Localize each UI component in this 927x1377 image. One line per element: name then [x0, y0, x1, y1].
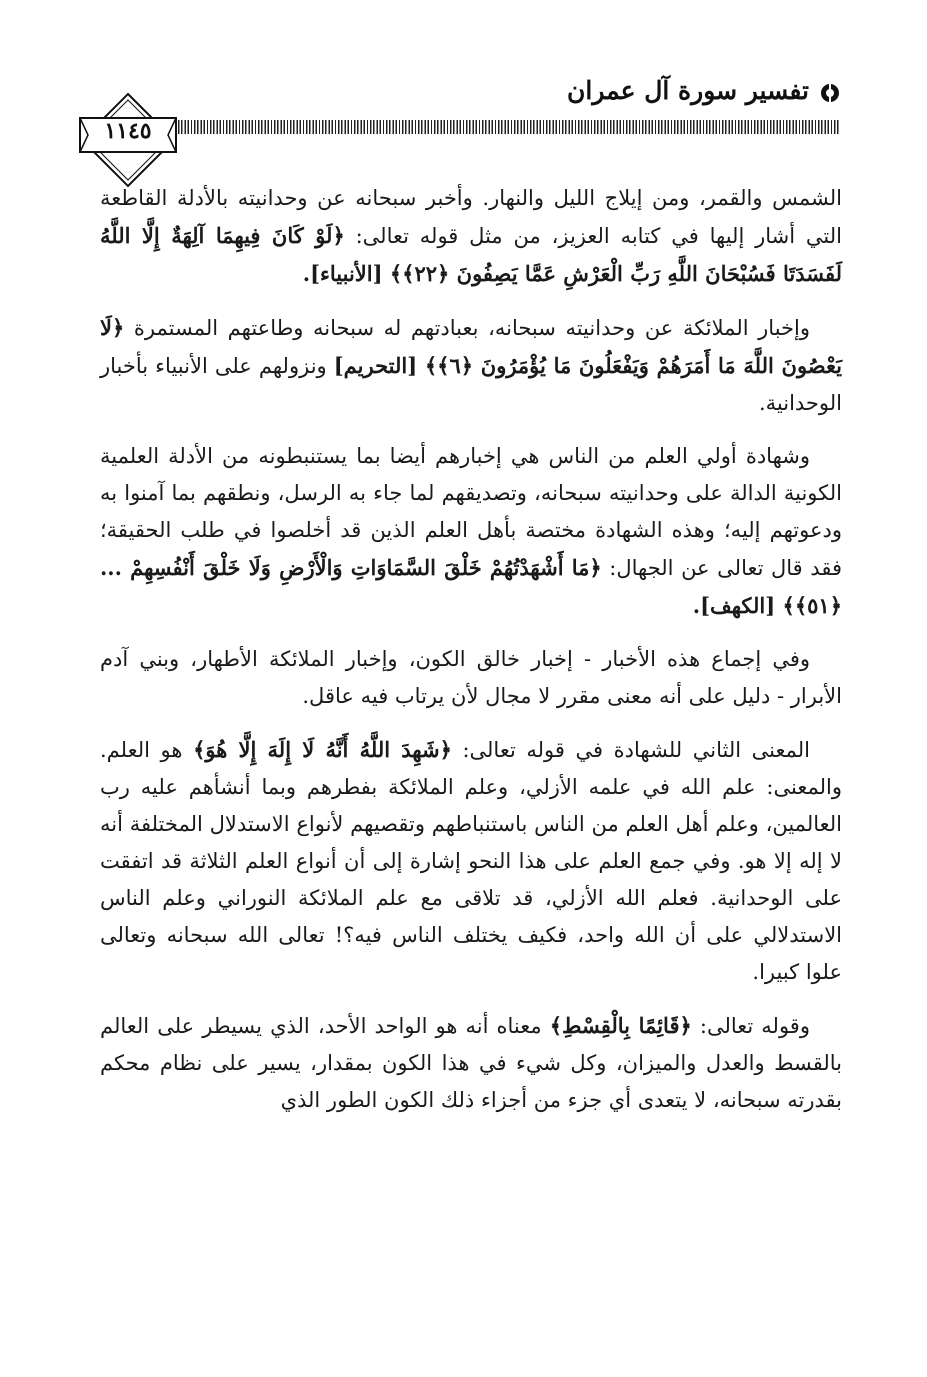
- text-run: معناه أنه هو الواحد الأحد، الذي يسيطر على العالم بالقسط والعدل والميزان، وكل شيء في هذا الكون بمقدار، يسير على نظام محكم بقدرته سبحانه، لا يتعدى أي جزء من أجزاء ذلك الكون الطور الذي: [100, 1014, 842, 1112]
- text-run: الشمس والقمر، ومن إيلاج الليل والنهار. وأخبر سبحانه عن وحدانيته بالأدلة القاطعة التي أشار إليها في كتابه العزيز، من مثل قوله تعالى:: [100, 186, 842, 248]
- quran-verse: ﴿قَائِمًا بِالْقِسْطِ﴾: [549, 1013, 692, 1038]
- quran-verse: ﴿لَوْ كَانَ فِيهِمَا آلِهَةٌ إِلَّا اللَّهُ لَفَسَدَتَا فَسُبْحَانَ اللَّهِ رَبِّ الْعَرْشِ عَمَّا يَصِفُونَ ﴿٢٢﴾﴾: [100, 223, 842, 286]
- paragraph: [100, 731, 842, 991]
- paragraph: [100, 309, 842, 422]
- body-text: [100, 180, 842, 1135]
- paragraph: [100, 1007, 842, 1119]
- paragraph: [100, 438, 842, 625]
- quran-verse: ﴿لَا يَعْصُونَ اللَّهَ مَا أَمَرَهُمْ وَيَفْعَلُونَ مَا يُؤْمَرُونَ ﴿٦﴾﴾: [100, 315, 842, 378]
- text-run: وإخبار الملائكة عن وحدانيته سبحانه، بعبادتهم له سبحانه وطاعتهم المستمرة: [124, 316, 810, 340]
- text-run: ونزولهم على الأنبياء بأخبار الوحدانية.: [100, 354, 842, 415]
- quran-verse: ﴿شَهِدَ اللَّهُ أَنَّهُ لَا إِلَهَ إِلَّا هُوَ﴾: [193, 737, 452, 762]
- page-number: ١١٤٥: [104, 118, 152, 144]
- text-run: وقوله تعالى:: [691, 1014, 810, 1038]
- running-title: تفسير سورة آل عمران: [567, 76, 809, 105]
- surah-reference: [الكهف].: [692, 593, 783, 618]
- text-run: هو العلم. والمعنى: علم الله في علمه الأزلي، وعلم الملائكة بفطرهم وبما أنشأهم عليه رب العالمين، وعلم أهل العلم من الناس باستنباطهم وتقصيهم لأنواع الاستدلال المختلفة أنه لا إله إلا هو. وفي جمع العلم على هذا النحو إشارة إلى أن أنواع العلم الثلاثة قد اتفقت على الوحدانية. فعلم الله الأزلي، قد تلاقى مع علم الملائكة النوراني وعلم الناس الاستدلالي على أن الله واحد، فكيف يختلف الناس فيه؟! تعالى الله سبحانه وتعالى علوا كبيرا.: [100, 738, 842, 984]
- header-rule: [162, 120, 840, 134]
- paragraph: [100, 180, 842, 293]
- text-run: وشهادة أولي العلم من الناس هي إخبارهم أيضا بما يستنبطونه من الأدلة العلمية الكونية الدالة على وحدانيته سبحانه، وتصديقهم لما جاء به الرسل، ونطقهم بما آمنوا به ودعوتهم إليه؛ وهذه الشهادة مختصة بأهل العلم الذين قد أخلصوا في طلب الحقيقة؛ فقد قال تعالى عن الجهال:: [100, 444, 842, 580]
- page-header: [0, 70, 927, 180]
- text-run: المعنى الثاني للشهادة في قوله تعالى:: [451, 738, 810, 762]
- surah-reference: [الأنبياء].: [302, 261, 390, 286]
- paragraph: [100, 641, 842, 715]
- text-run: وفي إجماع هذه الأخبار - إخبار خالق الكون، وإخبار الملائكة الأطهار، وبني آدم الأبرار - دليل على أنه معنى مقرر لا مجال لأن يرتاب فيه عاقل.: [100, 647, 842, 708]
- ornament-icon: [819, 82, 841, 104]
- page-number-badge: [78, 90, 178, 190]
- surah-reference: [التحريم]: [333, 353, 425, 378]
- quran-verse: ﴿مَا أَشْهَدْتُهُمْ خَلْقَ السَّمَاوَاتِ وَالْأَرْضِ وَلَا خَلْقَ أَنْفُسِهِمْ ... ﴿٥١﴾﴾: [100, 555, 842, 618]
